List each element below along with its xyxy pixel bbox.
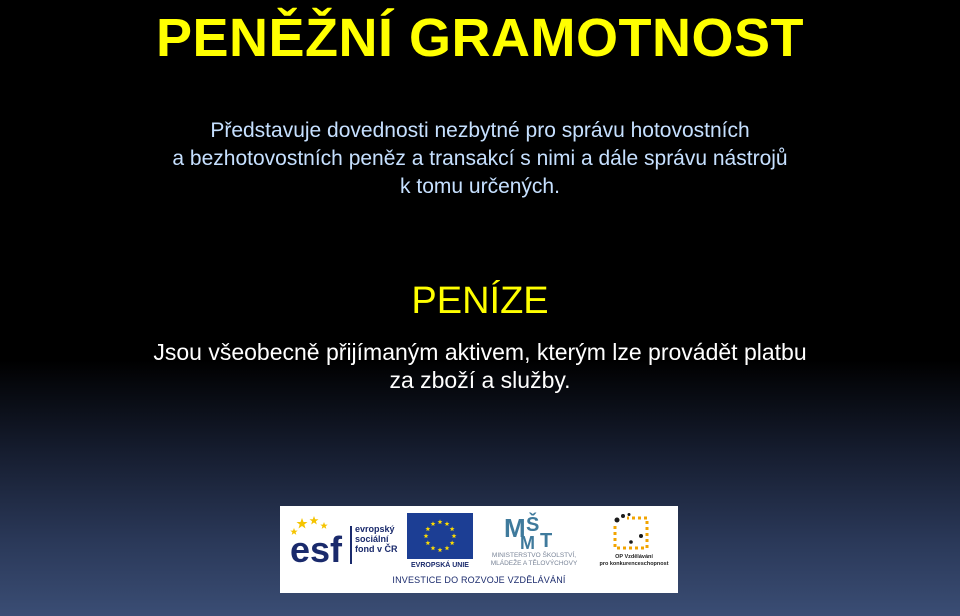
money-definition-line: za zboží a služby. <box>389 367 571 393</box>
op-caption <box>592 554 676 568</box>
esf-text-line: fond v ČR <box>355 544 398 554</box>
money-definition-line: Jsou všeobecně přijímaným aktivem, kterým lze provádět platbu <box>153 339 807 365</box>
definition-paragraph <box>40 117 920 201</box>
banner-footer: INVESTICE DO ROZVOJE VZDĚLÁVÁNÍ <box>392 575 566 585</box>
msmt-caption <box>476 552 592 568</box>
msmt-caption-line: MINISTERSTVO ŠKOLSTVÍ, <box>491 552 577 559</box>
esf-text-line: sociální <box>355 534 389 544</box>
esf-text-line: evropský <box>355 524 395 534</box>
eu-caption: EVROPSKÁ UNIE <box>411 562 469 569</box>
svg-text:M: M <box>504 513 526 543</box>
definition-line: a bezhotovostních peněz a transakcí s nimi a dále správu nástrojů <box>172 147 788 170</box>
svg-text:esf: esf <box>290 529 343 570</box>
svg-text:M: M <box>520 533 535 551</box>
op-caption-line: OP Vzdělávání <box>615 554 653 560</box>
definition-line: Představuje dovednosti nezbytné pro správu hotovostních <box>210 119 750 142</box>
esf-text <box>355 524 398 554</box>
slide-title: PENĚŽNÍ GRAMOTNOST <box>155 8 804 68</box>
section-heading: PENÍZE <box>411 280 549 322</box>
op-vk-logo-icon <box>609 512 653 552</box>
eu-flag-icon <box>407 513 473 559</box>
money-definition <box>40 338 920 394</box>
op-caption-line: pro konkurenceschopnost <box>599 561 669 567</box>
definition-line: k tomu určených. <box>400 175 560 198</box>
msmt-logo-icon <box>502 511 562 551</box>
svg-text:T: T <box>540 530 553 551</box>
msmt-caption-line: MLÁDEŽE A TĚLOVÝCHOVY <box>490 560 578 567</box>
svg-text:Š: Š <box>526 514 540 536</box>
logo-banner <box>280 506 678 593</box>
